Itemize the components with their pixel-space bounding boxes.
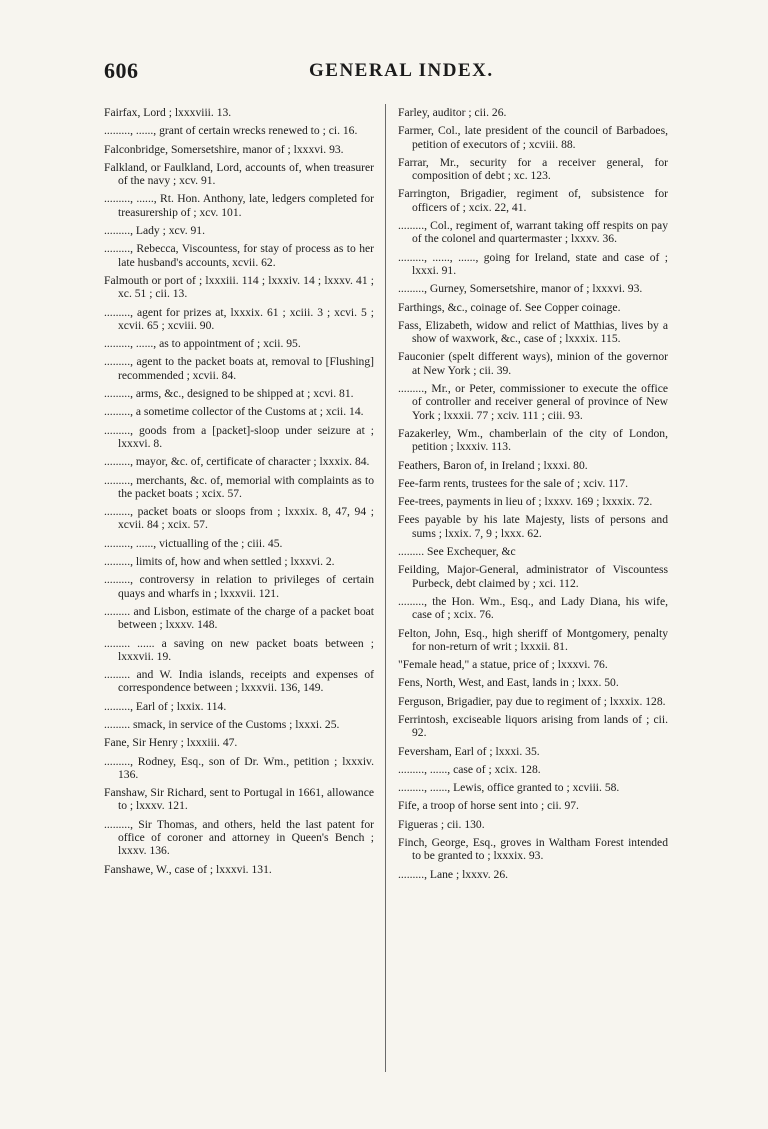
index-entry: ......... smack, in service of the Customs ; lxxxi. 25.	[104, 717, 340, 731]
index-entry: Fanshaw, Sir Richard, sent to Portugal in 1661, allowance to ; lxxxv. 121.	[104, 786, 374, 813]
index-entry: Falmouth or port of ; lxxxiii. 114 ; lxxxiv. 14 ; lxxxv. 41 ; xc. 51 ; cii. 13.	[104, 273, 374, 301]
index-entry: ........., limits of, how and when settled ; lxxxvi. 2.	[104, 555, 335, 569]
index-entry: Farthings, &c., coinage of. See Copper coinage.	[398, 300, 621, 314]
index-entry: ........., the Hon. Wm., Esq., and Lady Diana, his wife, case of ; xcix. 76.	[398, 594, 668, 622]
index-entry: ......... See Exchequer, &c	[398, 545, 516, 559]
index-entry: ........., ......, grant of certain wrecks renewed to ; ci. 16.	[104, 124, 358, 138]
index-entry: ........., ......, ......, going for Ireland, state and case of ; lxxxi. 91.	[398, 250, 668, 277]
index-entry: Feilding, Major-General, administrator of Viscountess Purbeck, debt claimed by ; xci. 112.	[398, 563, 668, 590]
page-header	[104, 58, 670, 88]
index-entry: ........., controversy in relation to privileges of certain quays and wharfs in ; lxxxvii. 121.	[104, 573, 374, 600]
index-entry: ........., Lane ; lxxxv. 26.	[398, 867, 509, 881]
index-entry: Falkland, or Faulkland, Lord, accounts of, when treasurer of the navy ; xcv. 91.	[104, 160, 374, 188]
column-divider	[385, 104, 386, 1072]
index-entry: Farrington, Brigadier, regiment of, subsistence for officers of ; xcix. 22, 41.	[398, 187, 668, 214]
index-entry: ......... and Lisbon, estimate of the charge of a packet boat between ; lxxxv. 148.	[104, 604, 374, 632]
index-entry: ........., ......, Rt. Hon. Anthony, late, ledgers completed for treasurership of ; xcv. 101.	[104, 192, 374, 219]
index-entry: Fee-trees, payments in lieu of ; lxxxv. 169 ; lxxxix. 72.	[398, 495, 653, 509]
index-entry: ........., Earl of ; lxxix. 114.	[104, 699, 227, 713]
index-entry: Farrar, Mr., security for a receiver general, for composition of debt ; xc. 123.	[398, 155, 668, 183]
index-entry: ........., arms, &c., designed to be shipped at ; xcvi. 81.	[104, 387, 354, 401]
index-entry: ........., ......, Lewis, office granted to ; xcviii. 58.	[398, 781, 620, 795]
index-entry: Fane, Sir Henry ; lxxxiii. 47.	[104, 736, 238, 750]
index-entry: ........., Col., regiment of, warrant taking off respits on pay of the colonel and quartermaster ; lxxxv. 36.	[398, 219, 668, 246]
index-entry: Fanshawe, W., case of ; lxxxvi. 131.	[104, 862, 272, 876]
index-entry: Farley, auditor ; cii. 26.	[398, 106, 507, 119]
index-entry: Fife, a troop of horse sent into ; cii. 97.	[398, 799, 579, 813]
index-entry: Fauconier (spelt different ways), minion of the governor at New York ; cii. 39.	[398, 350, 668, 377]
index-entry: ........., Sir Thomas, and others, held the last patent for office of coroner and attorney in Queen's Bench ; lxxxv. 136.	[104, 817, 374, 858]
index-entry: ........., Lady ; xcv. 91.	[104, 224, 205, 238]
index-entry: Feversham, Earl of ; lxxxi. 35.	[398, 744, 540, 758]
index-entry: ........., agent for prizes at, lxxxix. 61 ; xciii. 3 ; xcvi. 5 ; xcvii. 65 ; xcviii. 90.	[104, 305, 374, 332]
index-entry: ......... ...... a saving on new packet boats between ; lxxxvii. 19.	[104, 636, 374, 663]
index-entry: Fazakerley, Wm., chamberlain of the city of London, petition ; lxxxiv. 113.	[398, 426, 668, 454]
index-entry: ........., Mr., or Peter, commissioner to execute the office of controller and receiver general of province of New York ; lxxxii. 77 ; xciv. 111 ; ciii. 93.	[398, 382, 668, 422]
page-number: 606	[104, 58, 139, 83]
index-entry: ......... and W. India islands, receipts and expenses of correspondence between ; lxxxvii. 136, 149.	[104, 668, 374, 695]
index-entry: Ferrintosh, exciseable liquors arising from lands of ; cii. 92.	[398, 712, 668, 740]
index-entry: ........., Rodney, Esq., son of Dr. Wm., petition ; lxxxiv. 136.	[104, 754, 374, 781]
index-entry: Ferguson, Brigadier, pay due to regiment of ; lxxxix. 128.	[398, 694, 666, 708]
right-index-column	[398, 106, 668, 886]
index-entry: ........., ......, case of ; xcix. 128.	[398, 762, 541, 776]
index-entry: Finch, George, Esq., groves in Waltham Forest intended to be granted to ; lxxxix. 93.	[398, 836, 668, 863]
index-entry: ........., agent to the packet boats at, removal to [Flushing] recommended ; xcvii. 84.	[104, 355, 374, 382]
index-entry: Felton, John, Esq., high sheriff of Montgomery, penalty for non-return of writ ; lxxxii. 81.	[398, 626, 668, 653]
index-entry: Fens, North, West, and East, lands in ; lxxx. 50.	[398, 676, 619, 690]
index-entry: ........., ......, victualling of the ; ciii. 45.	[104, 536, 283, 550]
index-entry: Feathers, Baron of, in Ireland ; lxxxi. 80.	[398, 458, 588, 472]
index-entry: ........., a sometime collector of the Customs at ; xcii. 14.	[104, 405, 364, 419]
index-entry: Fass, Elizabeth, widow and relict of Matthias, lives by a show of waxwork, &c., case of ; lxxxix. 115.	[398, 318, 668, 346]
index-entry: Fairfax, Lord ; lxxxviii. 13.	[104, 106, 232, 119]
index-entry: ........., Gurney, Somersetshire, manor of ; lxxxvi. 93.	[398, 282, 643, 296]
index-entry: ........., mayor, &c. of, certificate of character ; lxxxix. 84.	[104, 455, 370, 469]
index-entry: Fee-farm rents, trustees for the sale of ; xciv. 117.	[398, 476, 628, 490]
index-entry: Falconbridge, Somersetshire, manor of ; lxxxvi. 93.	[104, 142, 344, 156]
index-entry: Farmer, Col., late president of the council of Barbadoes, petition of executors of ; xcviii. 88.	[398, 124, 668, 151]
left-index-column	[104, 106, 374, 881]
index-entry: "Female head," a statue, price of ; lxxxvi. 76.	[398, 658, 608, 672]
index-entry: Figueras ; cii. 130.	[398, 817, 485, 831]
page-title: GENERAL INDEX.	[309, 60, 494, 81]
index-entry: ........., merchants, &c. of, memorial with complaints as to the packet boats ; xcix. 57.	[104, 473, 374, 500]
index-entry: ........., goods from a [packet]-sloop under seizure at ; lxxxvi. 8.	[104, 423, 374, 450]
index-entry: Fees payable by his late Majesty, lists of persons and sums ; lxxix. 7, 9 ; lxxx. 62.	[398, 513, 668, 540]
index-entry: ........., ......, as to appointment of ; xcii. 95.	[104, 337, 301, 351]
index-entry: ........., packet boats or sloops from ; lxxxix. 8, 47, 94 ; xcvii. 84 ; xcix. 57.	[104, 505, 374, 532]
index-entry: ........., Rebecca, Viscountess, for stay of process as to her late husband's accounts, xcvii. 62.	[104, 242, 374, 269]
